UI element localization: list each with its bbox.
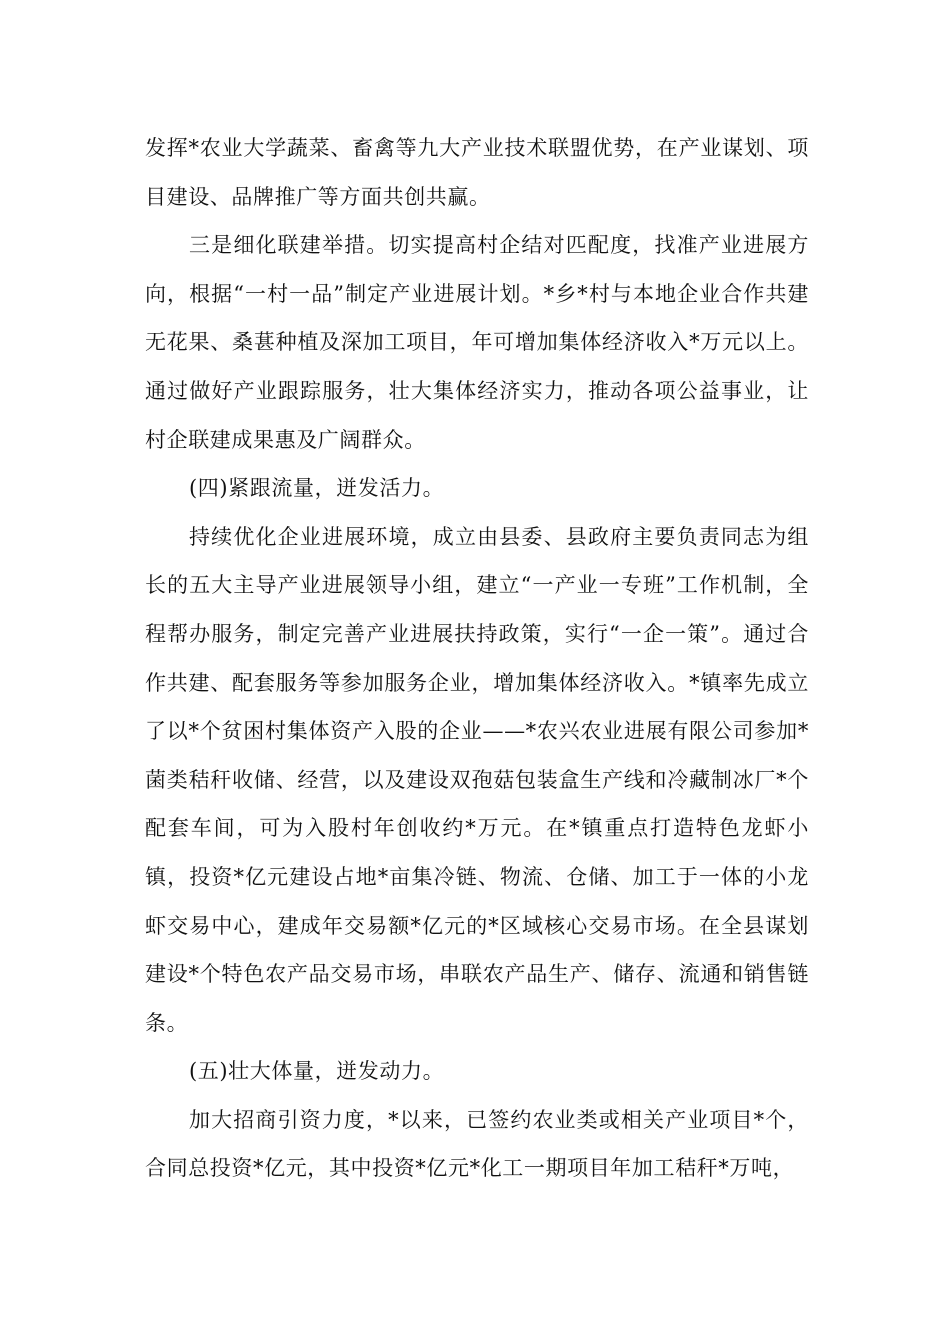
section-heading-5: (五)壮大体量，迸发动力。: [189, 1059, 445, 1084]
paragraph-1: 发挥*农业大学蔬菜、畜禽等九大产业技术联盟优势，在产业谋划、项目建设、品牌推广等方面共创共赢。: [145, 136, 809, 209]
paragraph-3: 持续优化企业进展环境，成立由县委、县政府主要负责同志为组长的五大主导产业进展领导小组，建立“一产业一专班”工作机制，全程帮办服务，制定完善产业进展扶持政策，实行“一企一策”。通过合作共建、配套服务等参加服务企业，增加集体经济收入。*镇率先成立了以*个贫困村集体资产入股的企业——*农兴农业进展有限公司参加*菌类秸秆收储、经营，以及建设双孢菇包装盒生产线和冷藏制冰厂*个配套车间，可为入股村年创收约*万元。在*镇重点打造特色龙虾小镇，投资*亿元建设占地*亩集冷链、物流、仓储、加工于一体的小龙虾交易中心，建成年交易额*亿元的*区域核心交易市场。在全县谋划建设*个特色农产品交易市场，串联农产品生产、储存、流通和销售链条。: [145, 524, 809, 1035]
paragraph-4: 加大招商引资力度，*以来，已签约农业类或相关产业项目*个，合同总投资*亿元，其中投资*亿元*化工一期项目年加工秸秆*万吨，: [145, 1107, 809, 1181]
document-body: [145, 124, 809, 1193]
paragraph-2: 三是细化联建举措。切实提高村企结对匹配度，找准产业进展方向，根据“一村一品”制定产业进展计划。*乡*村与本地企业合作共建无花果、桑葚种植及深加工项目，年可增加集体经济收入*万元以上。通过做好产业跟踪服务，壮大集体经济实力，推动各项公益事业，让村企联建成果惠及广阔群众。: [145, 233, 809, 452]
section-heading-4: (四)紧跟流量，迸发活力。: [189, 476, 445, 501]
